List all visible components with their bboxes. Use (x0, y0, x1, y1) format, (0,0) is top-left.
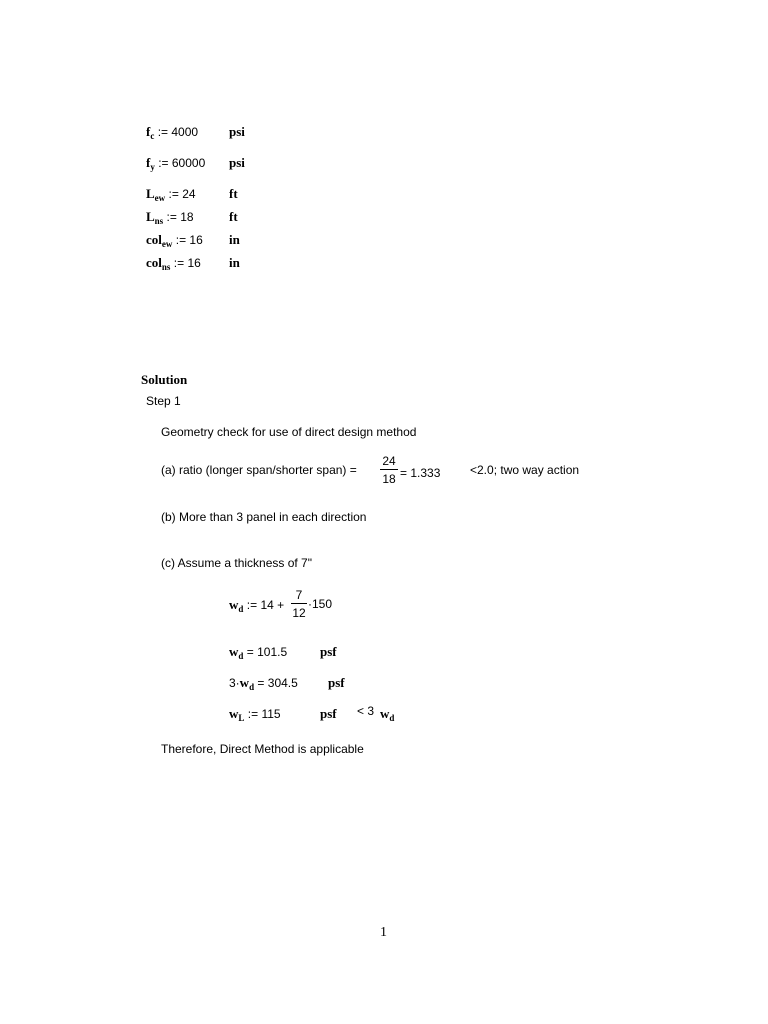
given-fc-value: 4000 (171, 125, 199, 139)
wd-def-lead: 14 + (260, 598, 285, 612)
wd-value-unit: psf (320, 644, 337, 659)
given-colew (146, 232, 203, 249)
wd-def-var: $w_d$ (229, 597, 244, 614)
given-fc (146, 124, 199, 141)
three-wd-value: 304.5 (267, 676, 298, 690)
wd-def-op: := (246, 598, 258, 612)
ratio-result: = 1.333 (400, 466, 441, 480)
given-colew-var: col$_{ew}$ (146, 232, 173, 249)
given-fy-unit: psi (229, 155, 245, 170)
given-colew-value: 16 (189, 233, 203, 247)
conclusion-text: Therefore, Direct Method is applicable (161, 742, 364, 756)
given-fc-var: $f_c$ (146, 124, 155, 141)
given-colew-unit: in (229, 232, 240, 247)
wl-unit: psf (320, 706, 337, 721)
page-number: 1 (380, 925, 387, 940)
wl-op: := (247, 707, 259, 721)
three-wd-line (229, 675, 298, 692)
wd-definition (229, 597, 285, 614)
given-lns-unit: ft (229, 209, 238, 224)
three-wd-unit: psf (328, 675, 345, 690)
solution-heading: Solution (141, 372, 188, 387)
given-colns-value: 16 (187, 256, 201, 270)
ratio-numerator: 24 (382, 454, 396, 468)
ratio-denominator: 18 (382, 472, 396, 486)
ratio-fraction (380, 455, 398, 485)
wl-compare: < 3 (357, 704, 375, 718)
wl-line (229, 706, 281, 723)
given-lns-var: $L_{ns}$ (146, 209, 164, 226)
given-colns (146, 255, 201, 272)
wd-value-line (229, 644, 288, 661)
given-lns-op: := (166, 210, 177, 224)
given-lew (146, 186, 196, 203)
ratio-label: (a) ratio (longer span/shorter span) = (161, 463, 357, 477)
three-wd-var: $w_d$ (239, 675, 255, 692)
ratio-note: <2.0; two way action (470, 463, 580, 477)
given-fy (146, 155, 206, 172)
given-fy-op: := (158, 156, 169, 170)
step-label: Step 1 (146, 394, 181, 408)
three-wd-op: = (257, 676, 265, 690)
thickness-text: (c) Assume a thickness of 7" (161, 556, 312, 570)
given-lew-var: $L_{ew}$ (146, 186, 166, 203)
given-lns (146, 209, 194, 226)
wd-value-op: = (246, 645, 254, 659)
given-colns-var: col$_{ns}$ (146, 255, 171, 272)
given-lns-value: 18 (180, 210, 194, 224)
given-fc-op: := (157, 125, 169, 139)
given-colew-op: := (175, 233, 187, 247)
wd-fraction (291, 589, 307, 619)
panels-text: (b) More than 3 panel in each direction (161, 510, 367, 524)
given-lew-unit: ft (229, 186, 238, 201)
geometry-check-text: Geometry check for use of direct design method (161, 425, 417, 439)
wd-def-tail: ·150 (308, 597, 333, 611)
given-fc-unit: psi (229, 124, 245, 139)
wl-value: 115 (261, 707, 281, 721)
wl-compare-var: $w_d$ (380, 706, 395, 723)
wd-denominator: 12 (292, 606, 306, 620)
wd-numerator: 7 (295, 588, 303, 602)
three-wd-prefix: 3· (229, 676, 240, 690)
given-fy-var: $f_y$ (146, 155, 155, 172)
given-colns-op: := (173, 256, 185, 270)
wl-var: $w_L$ (229, 706, 245, 723)
given-lew-value: 24 (182, 187, 196, 201)
wd-value: 101.5 (257, 645, 288, 659)
given-colns-unit: in (229, 255, 240, 270)
given-lew-op: := (168, 187, 179, 201)
wd-value-var: $w_d$ (229, 644, 244, 661)
given-fy-value: 60000 (171, 156, 206, 170)
